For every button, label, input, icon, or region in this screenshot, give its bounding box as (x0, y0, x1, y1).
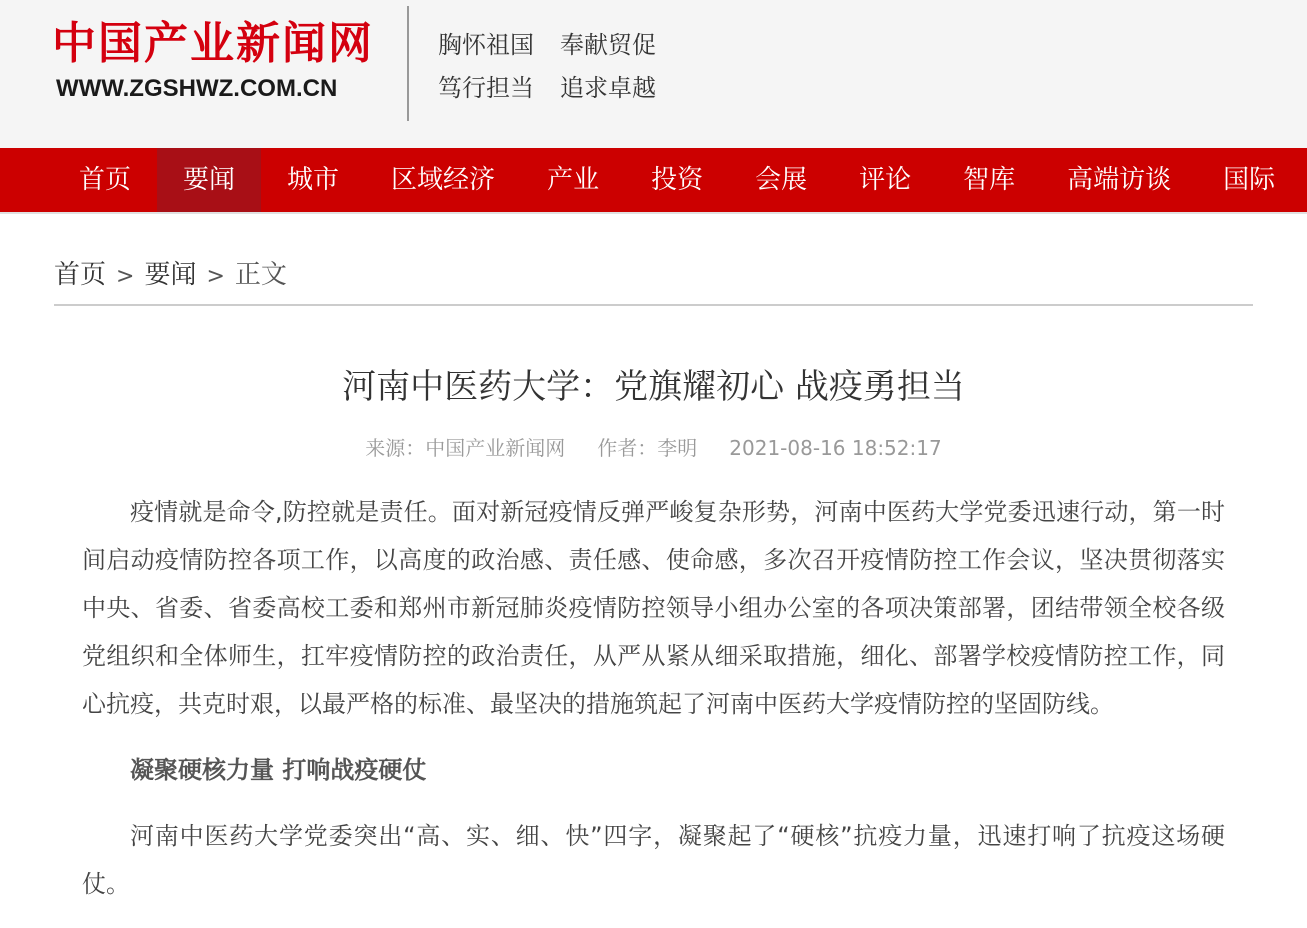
article-paragraph: 疫情就是命令,防控就是责任。面对新冠疫情反弹严峻复杂形势，河南中医药大学党委迅速行动，第一时间启动疫情防控各项工作，以高度的政治感、责任感、使命感，多次召开疫情防控工作会议，坚决贯彻落实中央、省委、省委高校工委和郑州市新冠肺炎疫情防控领导小组办公室的各项决策部署，团结带领全校各级党组织和全体师生，扛牢疫情防控的政治责任，从严从紧从细采取措施，细化、部署学校疫情防控工作，同心抗疫，共克时艰，以最严格的标准、最坚决的措施筑起了河南中医药大学疫情防控的坚固防线。 (82, 498, 1225, 718)
article-meta (82, 434, 1225, 462)
nav-item-commentary[interactable]: 评论 (859, 165, 912, 195)
nav-item-think-tank[interactable]: 智库 (963, 165, 1016, 195)
breadcrumb-separator: > (116, 264, 135, 289)
header-divider (407, 6, 409, 121)
slogan-row-2 (438, 67, 682, 110)
slogan-text: 追求卓越 (560, 74, 656, 102)
slogans (438, 24, 682, 110)
nav-item-city[interactable]: 城市 (287, 165, 340, 195)
article-datetime: 2021-08-16 18:52:17 (729, 436, 942, 460)
breadcrumb-current: 正文 (234, 260, 287, 290)
article-title: 河南中医药大学：党旗耀初心 战疫勇担当 (342, 367, 965, 407)
breadcrumb-separator: > (206, 264, 225, 289)
slogan-row-1 (438, 24, 682, 67)
breadcrumb-home-link[interactable]: 首页 (54, 260, 107, 290)
logo-url: WWW.ZGSHWZ.COM.CN (56, 75, 338, 102)
site-logo[interactable] (52, 14, 392, 104)
article-source: 来源：中国产业新闻网 (365, 436, 566, 460)
slogan-text: 胸怀祖国 (438, 31, 534, 59)
nav-item-international[interactable]: 国际 (1223, 165, 1276, 195)
site-header (0, 0, 1307, 148)
article-paragraph: 河南中医药大学党委突出“高、实、细、快”四字，凝聚起了“硬核”抗疫力量，迅速打响了抗疫这场硬仗。 (82, 822, 1225, 898)
article-author: 作者：李明 (597, 436, 698, 460)
nav-item-industry[interactable]: 产业 (547, 165, 600, 195)
article (0, 364, 1307, 908)
nav-item-home[interactable]: 首页 (79, 165, 132, 195)
slogan-text: 笃行担当 (438, 74, 534, 102)
nav-item-investment[interactable]: 投资 (651, 165, 704, 195)
breadcrumb-section-link[interactable]: 要闻 (144, 260, 197, 290)
nav-item-headlines[interactable]: 要闻 (157, 148, 261, 212)
nav-item-interviews[interactable]: 高端访谈 (1067, 165, 1172, 195)
breadcrumb (54, 214, 1253, 306)
slogan-text: 奉献贸促 (560, 31, 656, 59)
article-subheading: 凝聚硬核力量 打响战疫硬仗 (130, 756, 427, 784)
logo-title: 中国产业新闻网 (52, 18, 374, 69)
nav-item-regional-economy[interactable]: 区域经济 (391, 165, 496, 195)
main-nav (0, 148, 1307, 214)
nav-item-exhibition[interactable]: 会展 (755, 165, 808, 195)
